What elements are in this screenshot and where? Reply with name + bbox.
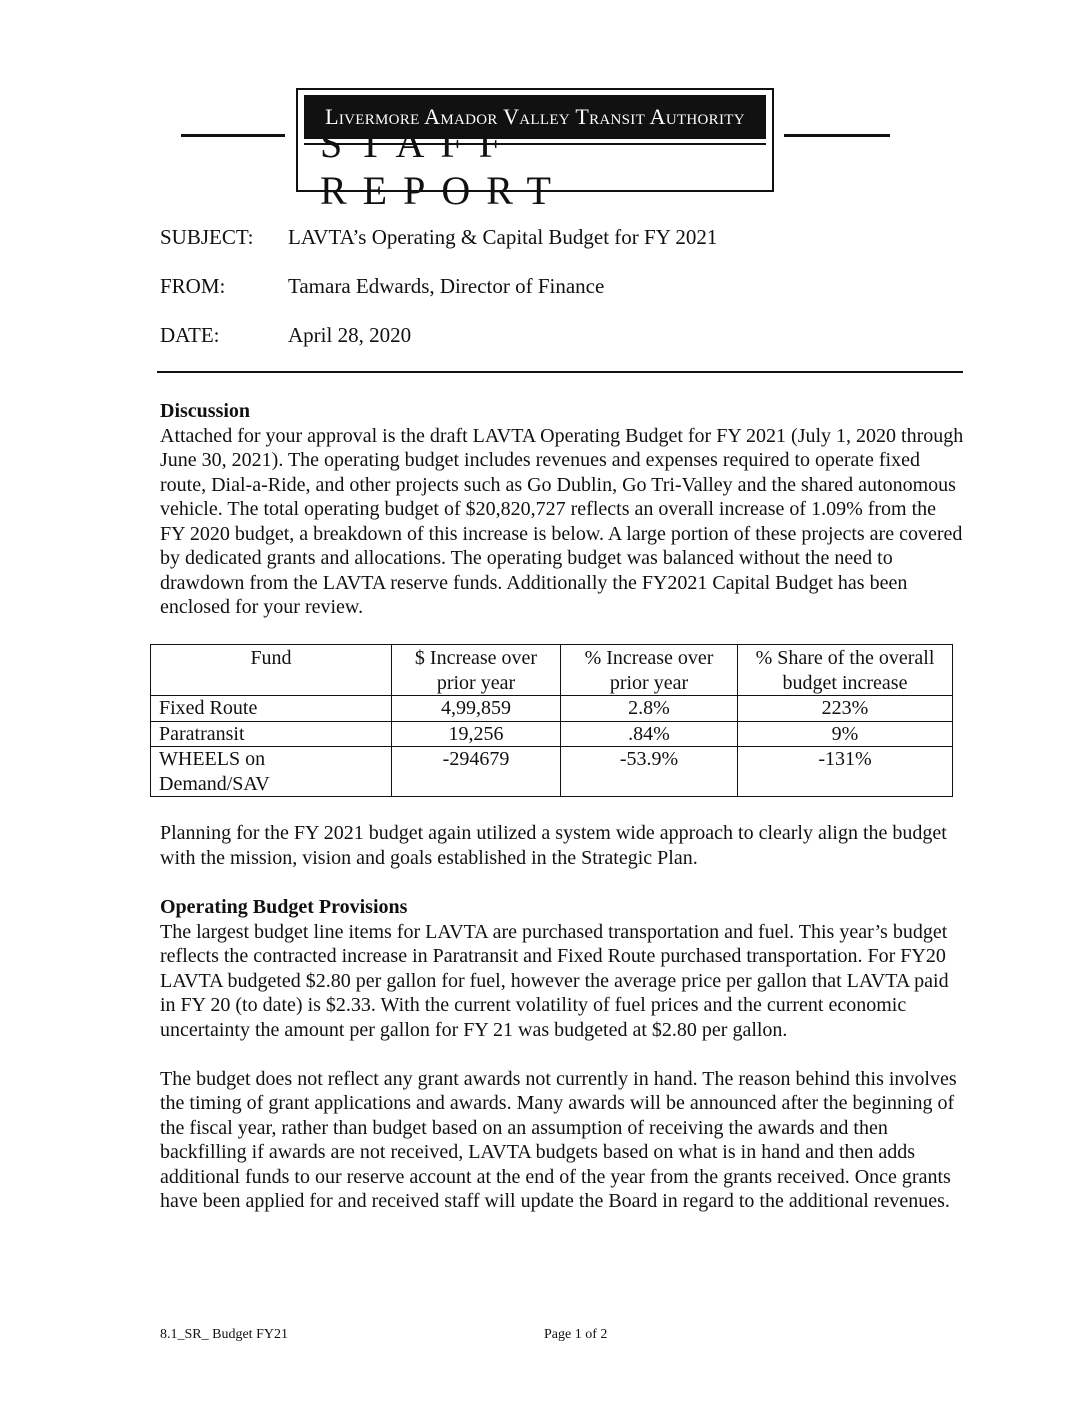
header-percent-share: % Share of the overall budget increase <box>738 645 953 696</box>
table-row <box>151 696 953 722</box>
provisions-body-2: The budget does not reflect any grant awards not currently in hand. The reason behind this involves the timing of grant applications and awards. Many awards will be announced after the beginning of the fiscal year, rather than budget based on an assumption of receiving the awards and then backfilling if awards are not received, LAVTA budgets based on what is in hand and then adds additional funds to our reserve account at the end of the year from the grants received. Once grants have been applied for and received staff will update the Board in regard to the additional revenues. <box>160 1067 957 1212</box>
planning-section <box>160 821 965 870</box>
percent-share: 9% <box>738 721 953 747</box>
dollar-increase: 4,99,859 <box>392 696 561 722</box>
discussion-section <box>160 399 965 620</box>
fund-name: Paratransit <box>151 721 392 747</box>
from-label: FROM: <box>160 274 226 298</box>
discussion-body: Attached for your approval is the draft LAVTA Operating Budget for FY 2021 (July 1, 2020 through June 30, 2021). The operating budget includes revenues and expenses required to operate fixed route, Dial-a-Ride, and other projects such as Go Dublin, Go Tri-Valley and the shared autonomous vehicle. The total operating budget of $20,820,727 reflects an overall increase of 1.09% from the FY 2020 budget, a breakdown of this increase is below. A large portion of these projects are covered by dedicated grants and allocations. The operating budget was balanced without the need to drawdown from the LAVTA reserve funds. Additionally the FY2021 Capital Budget has been enclosed for your review. <box>160 424 964 618</box>
provisions-body-1: The largest budget line items for LAVTA are purchased transportation and fuel. This year’s budget reflects the contracted increase in Paratransit and Fixed Route purchased transportation. For FY20 LAVTA budgeted $2.80 per gallon for fuel, however the average price per gallon that LAVTA paid in FY 20 (to date) is $2.33. With the current volatility of fuel prices and the current economic uncertainty the amount per gallon for FY 21 was budgeted at $2.80 per gallon. <box>160 920 949 1041</box>
report-title: REPORT <box>320 168 567 213</box>
table-row <box>151 721 953 747</box>
header-percent-increase: % Increase over prior year <box>561 645 738 696</box>
fund-increase-table <box>150 644 953 797</box>
subject-label: SUBJECT: <box>160 225 254 249</box>
header-rule-left <box>181 134 285 137</box>
header-fund: Fund <box>151 645 392 696</box>
organization-name: Livermore Amador Valley Transit Authority <box>304 95 766 139</box>
footer-doc-id: 8.1_SR_ Budget FY21 <box>160 1327 288 1342</box>
report-header <box>0 0 1088 213</box>
dollar-increase: -294679 <box>392 747 561 797</box>
dollar-increase: 19,256 <box>392 721 561 747</box>
header-divider <box>157 371 963 373</box>
header-rule-right <box>784 134 890 137</box>
provisions-section <box>160 895 965 1214</box>
from-value: Tamara Edwards, Director of Finance <box>288 274 605 298</box>
table-row <box>151 747 953 797</box>
fund-name: Fixed Route <box>151 696 392 722</box>
date-label: DATE: <box>160 323 220 347</box>
percent-increase: -53.9% <box>561 747 738 797</box>
percent-increase: 2.8% <box>561 696 738 722</box>
table-header-row <box>151 645 953 696</box>
subject-value: LAVTA’s Operating & Capital Budget for FY 2021 <box>288 225 718 249</box>
percent-share: 223% <box>738 696 953 722</box>
header-dollar-increase: $ Increase over prior year <box>392 645 561 696</box>
planning-body: Planning for the FY 2021 budget again utilized a system wide approach to clearly align the budget with the mission, vision and goals established in the Strategic Plan. <box>160 822 947 869</box>
percent-increase: .84% <box>561 721 738 747</box>
percent-share: -131% <box>738 747 953 797</box>
fund-name: WHEELS on Demand/SAV <box>151 747 392 797</box>
logo-box <box>296 88 774 213</box>
provisions-heading: Operating Budget Provisions <box>160 896 408 918</box>
date-value: April 28, 2020 <box>288 323 412 347</box>
footer-page-number: Page 1 of 2 <box>544 1327 608 1342</box>
discussion-heading: Discussion <box>160 400 251 422</box>
